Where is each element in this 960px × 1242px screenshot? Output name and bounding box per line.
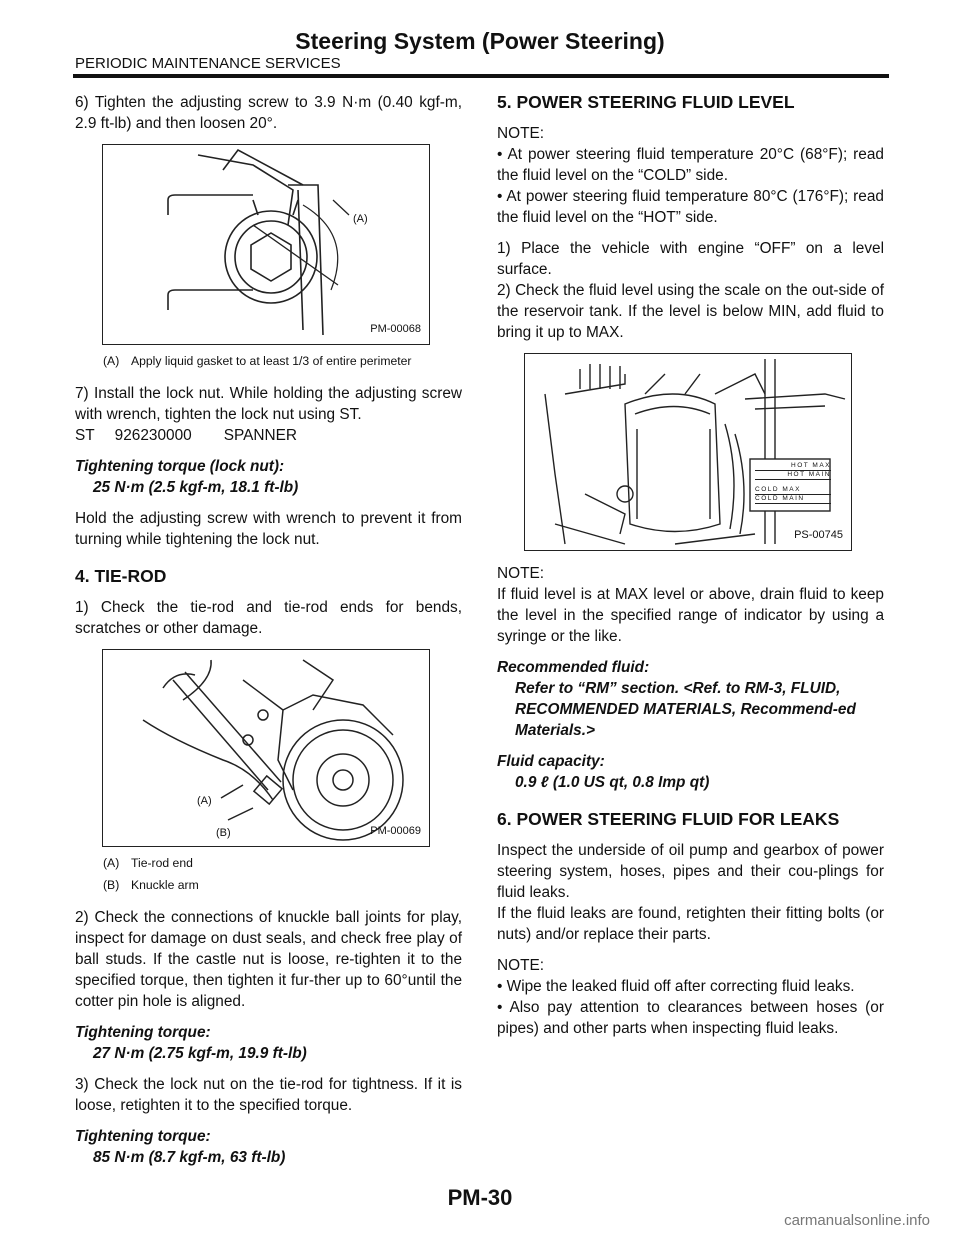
legend-row: [103, 353, 462, 369]
step-5-1-text: 1) Place the vehicle with engine “OFF” on a level surface.: [497, 240, 884, 278]
label-a: (A): [197, 795, 212, 807]
st-name: SPANNER: [223, 427, 297, 444]
recommended-fluid-spec: [497, 657, 884, 741]
step-6-text: 6) Tighten the adjusting screw to 3.9 N·m (0.40 kgf-m, 2.9 ft-lb) and then loosen 20°.: [75, 94, 462, 132]
note-bullet: • At power steering fluid temperature 80°C (176°F); read the fluid level on the “HOT” side.: [497, 188, 884, 226]
note-label: NOTE:: [497, 125, 545, 142]
scale-hot-max: HOT MAX: [755, 462, 831, 471]
legend-key: (B): [103, 878, 120, 892]
st-prefix: ST: [75, 427, 95, 444]
torque-spec-castle-nut: [75, 1022, 462, 1064]
figure-tie-rod: [102, 649, 430, 847]
adjusting-screw-drawing: [103, 145, 429, 344]
scale-hot-main: HOT MAIN: [755, 471, 831, 480]
hold-text: Hold the adjusting screw with wrench to prevent it from turning while tightening the lock nut.: [75, 510, 462, 548]
note-text: If fluid level is at MAX level or above, drain fluid to keep the level in the specified range of indicator by using a syringe or the like.: [497, 586, 884, 645]
note-label: NOTE:: [497, 565, 545, 582]
section-heading-4: 4. TIE-ROD: [75, 566, 167, 586]
label-b: (B): [216, 827, 231, 839]
figure-reservoir-tank: [524, 353, 852, 551]
figure-legend: [103, 353, 462, 369]
section-heading-6: 6. POWER STEERING FLUID FOR LEAKS: [497, 809, 840, 829]
legend-text: Tie-rod end: [131, 856, 193, 870]
label-a: (A): [353, 213, 368, 225]
legend-row: [103, 855, 462, 871]
step-4-1-text: 1) Check the tie-rod and tie-rod ends for bends, scratches or other damage.: [75, 599, 462, 637]
legend-row: [103, 877, 462, 893]
spec-value: Refer to “RM” section. <Ref. to RM-3, FLUID, RECOMMENDED MATERIALS, Recommend-ed Materials.>: [515, 680, 856, 739]
section-heading-5: 5. POWER STEERING FLUID LEVEL: [497, 92, 795, 112]
step-4-2-text: 2) Check the connections of knuckle ball joints for play, inspect for damage on dust seals, and check free play of ball studs. If the castle nut is loose, re-tighten it to the specified torque, then tighten it fur-ther up to 60°until the cotter pin hole is aligned.: [75, 909, 462, 1010]
step-5-2-text: 2) Check the fluid level using the scale on the out-side of the reservoir tank. If the level is below MIN, add fluid to bring it up to MAX.: [497, 282, 884, 341]
spec-title: Recommended fluid:: [497, 659, 650, 676]
note-bullet: • Wipe the leaked fluid off after correcting fluid leaks.: [497, 978, 855, 995]
reservoir-tank-drawing: [525, 354, 851, 550]
spec-value: 25 N·m (2.5 kgf-m, 18.1 ft-lb): [93, 479, 299, 496]
legend-key: (A): [103, 856, 120, 870]
note-label: NOTE:: [497, 957, 545, 974]
watermark: carmanualsonline.info: [784, 1212, 930, 1229]
special-tool-line: [75, 425, 462, 446]
st-number: 926230000: [114, 427, 192, 444]
right-column: [497, 92, 884, 1049]
header-rule: [73, 74, 889, 78]
leak-fix-text: If the fluid leaks are found, retighten their fitting bolts (or nuts) and/or replace their parts.: [497, 905, 884, 943]
spec-title: Tightening torque (lock nut):: [75, 458, 285, 475]
legend-text: Knuckle arm: [131, 878, 199, 892]
spec-title: Tightening torque:: [75, 1128, 211, 1145]
spec-value: 27 N·m (2.75 kgf-m, 19.9 ft-lb): [93, 1045, 307, 1062]
step-7-text: 7) Install the lock nut. While holding the adjusting screw with wrench, tighten the lock nut using ST.: [75, 385, 462, 423]
page-number: PM-30: [447, 1185, 513, 1210]
spec-title: Fluid capacity:: [497, 753, 605, 770]
note-bullet: • At power steering fluid temperature 20°C (68°F); read the fluid level on the “COLD” side.: [497, 146, 884, 184]
fluid-scale: [755, 462, 831, 504]
figure-legend: [103, 855, 462, 893]
spec-value: 85 N·m (8.7 kgf-m, 63 ft-lb): [93, 1149, 286, 1166]
figure-code: PS-00745: [794, 529, 843, 541]
torque-spec-tie-rod-lock-nut: [75, 1126, 462, 1168]
fluid-capacity-spec: [497, 751, 884, 793]
figure-code: PM-00068: [370, 323, 421, 335]
page-title: Steering System (Power Steering): [295, 28, 665, 54]
left-column: [75, 92, 462, 1178]
tie-rod-drawing: [103, 650, 429, 846]
section-title: PERIODIC MAINTENANCE SERVICES: [75, 55, 341, 72]
note-bullet: • Also pay attention to clearances between hoses (or pipes) and other parts when inspecting fluid leaks.: [497, 999, 884, 1037]
scale-cold-main: COLD MAIN: [755, 495, 831, 504]
legend-key: (A): [103, 354, 120, 368]
figure-adjusting-screw: [102, 144, 430, 345]
scale-cold-max: COLD MAX: [755, 486, 831, 495]
spec-title: Tightening torque:: [75, 1024, 211, 1041]
figure-code: PM-00069: [370, 825, 421, 837]
torque-spec-lock-nut: [75, 456, 462, 498]
step-4-3-text: 3) Check the lock nut on the tie-rod for tightness. If it is loose, retighten it to the specified torque.: [75, 1076, 462, 1114]
spec-value: 0.9 ℓ (1.0 US qt, 0.8 Imp qt): [515, 774, 710, 791]
legend-text: Apply liquid gasket to at least 1/3 of entire perimeter: [131, 354, 412, 368]
leak-inspect-text: Inspect the underside of oil pump and gearbox of power steering system, hoses, pipes and their cou-plings for fluid leaks.: [497, 842, 884, 901]
